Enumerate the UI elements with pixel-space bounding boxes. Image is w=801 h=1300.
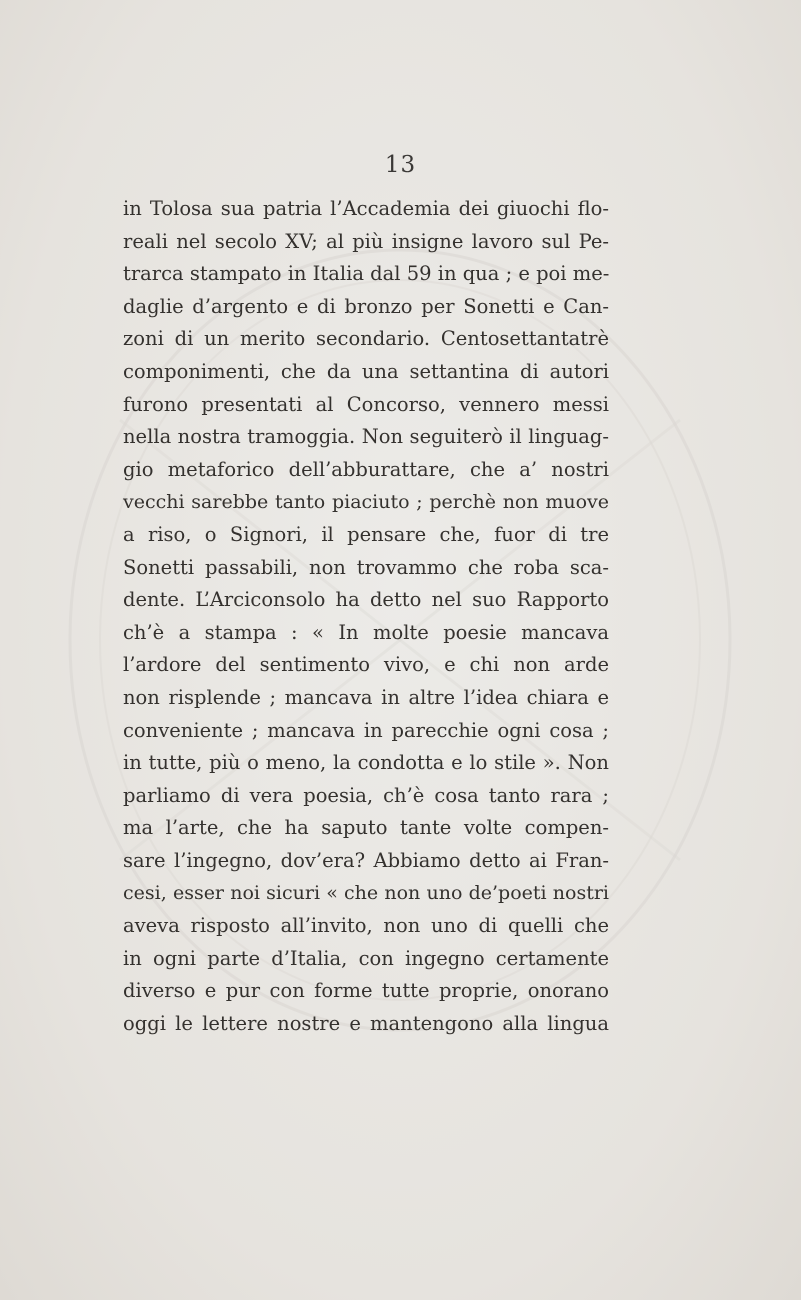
- text-line: conveniente ; mancava in parecchie ogni cosa ;: [123, 718, 609, 742]
- text-line: in tutte, più o meno, la condotta e lo stile ». Non: [123, 751, 609, 775]
- text-line: trarca stampato in Italia dal 59 in qua ; e poi me-: [123, 262, 610, 286]
- text-line: non risplende ; mancava in altre l’idea chiara e: [123, 685, 609, 709]
- text-line: ma l’arte, che ha saputo tante volte compen-: [123, 816, 609, 840]
- text-line: dente. L’Arciconsolo ha detto nel suo Rapporto: [123, 588, 609, 612]
- text-line: reali nel secolo XV; al più insigne lavoro sul Pe-: [123, 229, 609, 253]
- text-line: ch’è a stampa : « In molte poesie mancava: [123, 620, 609, 644]
- text-line: componimenti, che da una settantina di autori: [123, 359, 609, 383]
- text-line: in Tolosa sua patria l’Accademia dei giuochi flo-: [123, 197, 609, 220]
- text-line: in ogni parte d’Italia, con ingegno certamente: [123, 946, 609, 970]
- text-line: nella nostra tramoggia. Non seguiterò il linguag-: [123, 425, 609, 449]
- text-line: diverso e pur con forme tutte proprie, onorano: [123, 979, 609, 1003]
- body-text: [123, 193, 609, 1040]
- text-line: vecchi sarebbe tanto piaciuto ; perchè non muove: [123, 491, 609, 514]
- text-line: aveva risposto all’invito, non uno di quelli che: [123, 914, 609, 938]
- text-line: Sonetti passabili, non trovammo che roba sca-: [123, 555, 609, 579]
- text-line: parliamo di vera poesia, ch’è cosa tanto rara ;: [123, 783, 609, 807]
- text-line: cesi, esser noi sicuri « che non uno de’poeti nostri: [123, 882, 609, 905]
- text-line: gio metaforico dell’abburattare, che a’ nostri: [123, 457, 609, 481]
- text-line: sare l’ingegno, dov’era? Abbiamo detto ai Fran-: [123, 848, 609, 872]
- text-line: zoni di un merito secondario. Centosettantatrè: [123, 327, 609, 351]
- text-line: daglie d’argento e di bronzo per Sonetti e Can-: [123, 294, 609, 318]
- text-line: l’ardore del sentimento vivo, e chi non arde: [123, 653, 609, 677]
- page-number: 13: [384, 152, 417, 178]
- text-line: oggi le lettere nostre e mantengono alla lingua: [123, 1011, 609, 1035]
- text-line: furono presentati al Concorso, vennero messi: [123, 392, 609, 416]
- text-line: a riso, o Signori, il pensare che, fuor di tre: [123, 522, 609, 546]
